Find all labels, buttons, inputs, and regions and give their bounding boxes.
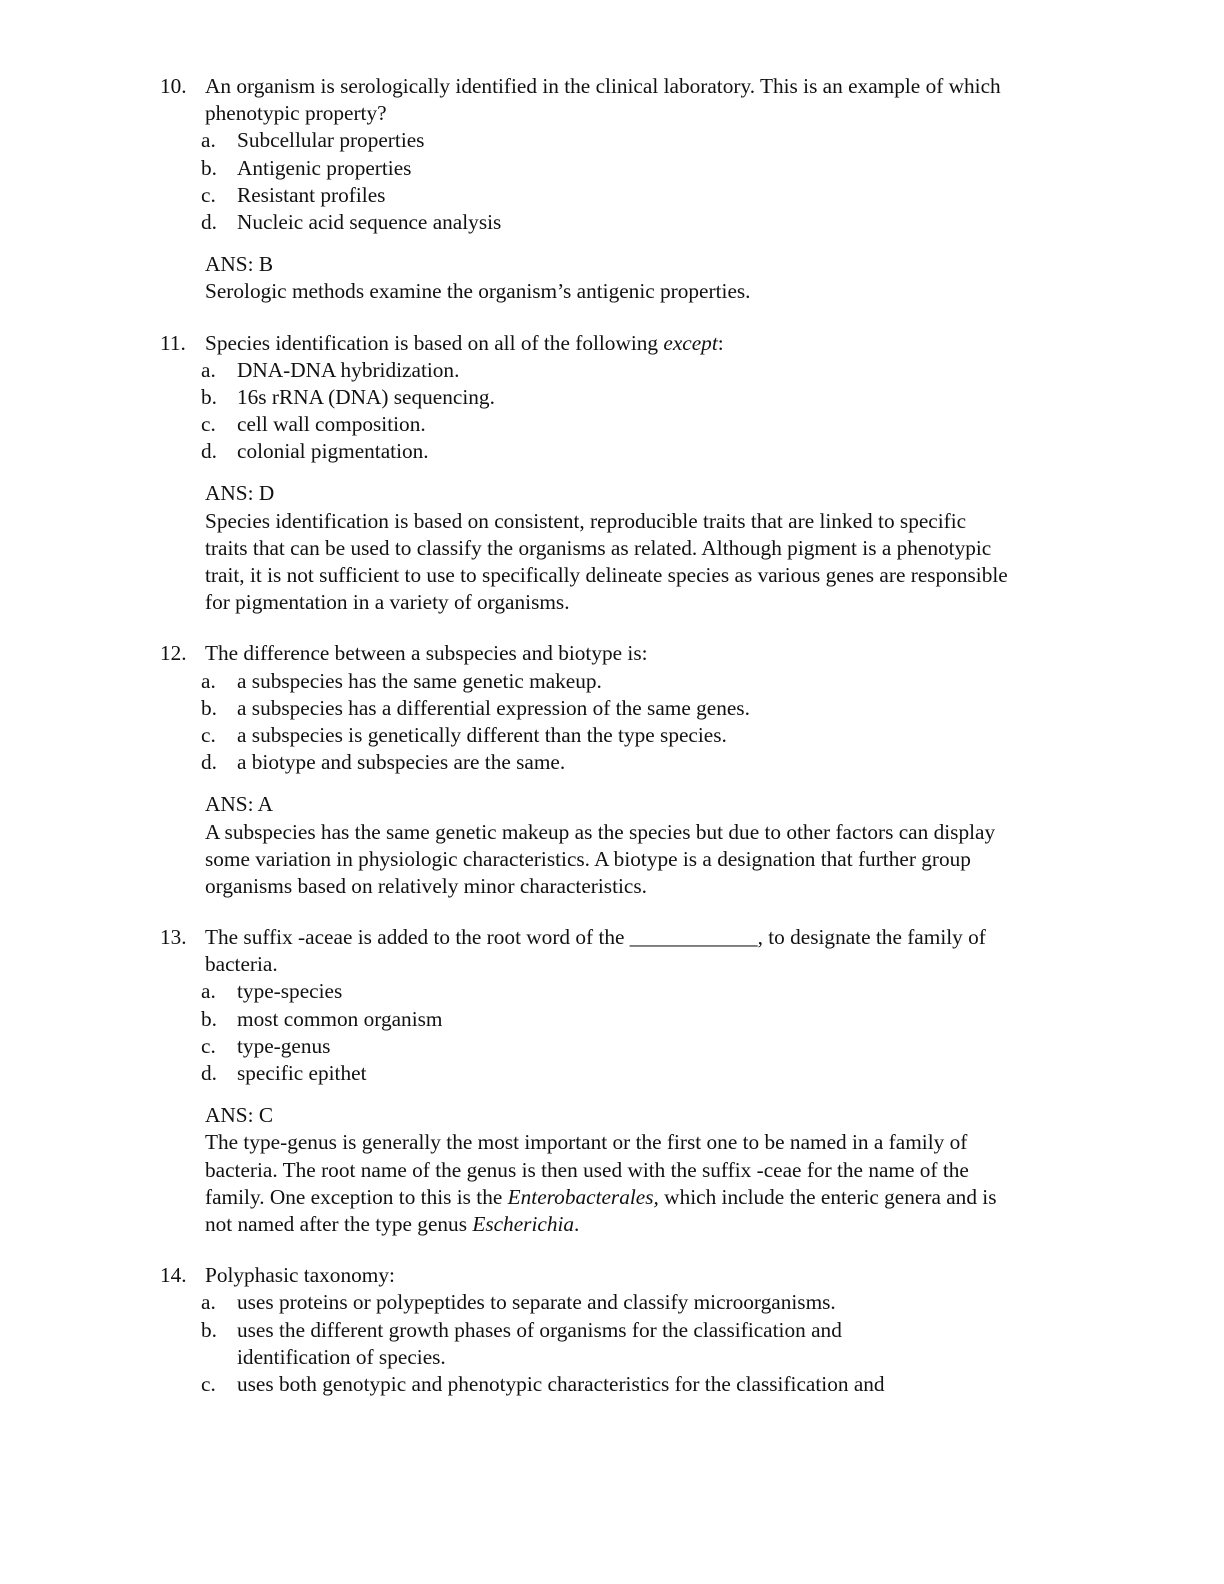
option-text <box>237 1344 446 1371</box>
question-stem-text <box>205 330 724 357</box>
option-text <box>237 182 385 209</box>
text-segment: traits that can be used to classify the organisms as related. Although pigment is a phenotypic <box>205 535 992 560</box>
text-segment: for pigmentation in a variety of organisms. <box>205 590 570 615</box>
answer-option <box>0 357 1224 384</box>
question-11 <box>0 330 1224 641</box>
text-segment: uses proteins or polypeptides to separate and classify microorganisms. <box>237 1290 836 1315</box>
text-segment: a biotype and subspecies are the same. <box>237 750 566 775</box>
answer-option <box>0 749 1224 776</box>
answer-label: ANS: A <box>205 792 274 817</box>
text-segment: which include the enteric genera and is <box>658 1184 997 1209</box>
explanation-text <box>205 1211 579 1238</box>
text-segment: trait, it is not sufficient to use to specifically delineate species as various genes are responsible <box>205 563 1008 587</box>
option-letter: a. <box>201 128 216 153</box>
explanation-line <box>0 1157 1224 1184</box>
explanation-line <box>0 819 1224 846</box>
option-text <box>237 411 426 438</box>
text-segment: Serologic methods examine the organism’s antigenic properties. <box>205 279 751 304</box>
question-stem-text <box>205 73 1001 100</box>
question-stem-line <box>0 924 1224 951</box>
option-text <box>237 695 750 722</box>
text-segment: The type-genus is generally the most important or the first one to be named in a family of <box>205 1130 968 1155</box>
text-segment: some variation in physiologic characteristics. A biotype is a designation that further group <box>205 846 971 871</box>
question-13 <box>0 924 1224 1262</box>
question-stem-text <box>205 951 278 978</box>
text-segment: a subspecies is genetically different than the type species. <box>237 722 727 747</box>
italic-text: Enterobacterales, <box>507 1184 659 1209</box>
option-text <box>237 1060 367 1087</box>
question-stem-text <box>205 924 986 951</box>
option-text <box>237 668 602 695</box>
option-text <box>237 1289 836 1316</box>
question-stem-line <box>0 100 1224 127</box>
text-segment: bacteria. <box>205 952 278 977</box>
explanation-line <box>0 562 1224 589</box>
answer-option <box>0 1371 1224 1398</box>
text-segment: family. One exception to this is the <box>205 1184 508 1209</box>
answer-option <box>0 978 1224 1005</box>
question-stem-text <box>205 640 648 667</box>
option-letter: c. <box>201 182 216 207</box>
text-segment: a subspecies has a differential expression of the same genes. <box>237 695 750 720</box>
explanation-text <box>205 873 647 900</box>
option-letter: b. <box>201 1317 217 1342</box>
question-number: 14. <box>160 1263 187 1288</box>
option-letter: b. <box>201 384 217 409</box>
spacer <box>0 616 1224 640</box>
text-segment: colonial pigmentation. <box>237 439 429 464</box>
question-number: 11. <box>160 330 186 355</box>
option-text <box>237 1371 885 1398</box>
question-number: 10. <box>160 74 187 98</box>
option-letter: c. <box>201 412 216 437</box>
spacer <box>0 1087 1224 1102</box>
explanation-line <box>0 535 1224 562</box>
question-stem-line <box>0 73 1224 100</box>
answer-key <box>0 791 1224 818</box>
answer-label: ANS: C <box>205 1103 274 1128</box>
question-number: 12. <box>160 641 187 666</box>
question-number: 13. <box>160 925 187 950</box>
answer-option <box>0 1060 1224 1087</box>
text-segment: Species identification is based on all of the following <box>205 330 664 355</box>
explanation-text <box>205 562 1008 589</box>
answer-label: ANS: D <box>205 481 275 506</box>
text-segment: Species identification is based on consistent, reproducible traits that are linked to specific <box>205 508 967 533</box>
explanation-line <box>0 873 1224 900</box>
question-stem-line <box>0 951 1224 978</box>
answer-option <box>0 411 1224 438</box>
text-segment: bacteria. The root name of the genus is then used with the suffix -ceae for the name of the <box>205 1157 969 1182</box>
explanation-text <box>205 278 751 305</box>
answer-option <box>0 668 1224 695</box>
spacer <box>0 776 1224 791</box>
explanation-text <box>205 589 570 616</box>
text-segment: The suffix -aceae is added to the root word of the ____________, to designate the family of <box>205 925 986 950</box>
option-text <box>237 1317 842 1344</box>
answer-key <box>0 480 1224 507</box>
text-segment: . <box>574 1211 580 1236</box>
option-letter: d. <box>201 1061 217 1085</box>
option-letter: d. <box>201 209 217 234</box>
option-text <box>237 384 495 411</box>
answer-option <box>0 438 1224 465</box>
answer-option <box>0 1033 1224 1060</box>
explanation-line <box>0 278 1224 305</box>
text-segment: An organism is serologically identified in the clinical laboratory. This is an example of which <box>205 74 1001 98</box>
answer-option <box>0 209 1224 236</box>
option-letter: c. <box>201 722 216 747</box>
spacer <box>0 465 1224 480</box>
explanation-text <box>205 1129 967 1156</box>
question-stem-line <box>0 1262 1224 1289</box>
option-text <box>237 209 501 236</box>
explanation-line <box>0 846 1224 873</box>
option-text <box>237 722 727 749</box>
text-segment: type-genus <box>237 1033 331 1058</box>
option-text <box>237 978 342 1005</box>
option-letter: b. <box>201 695 217 720</box>
option-text <box>237 1006 442 1033</box>
option-letter: a. <box>201 1290 216 1315</box>
answer-label: ANS: B <box>205 252 274 277</box>
explanation-text <box>205 1184 997 1211</box>
question-12 <box>0 640 1224 924</box>
text-segment: 16s rRNA (DNA) sequencing. <box>237 384 495 409</box>
option-text <box>237 1033 330 1060</box>
question-stem-text <box>205 100 387 127</box>
spacer <box>0 306 1224 330</box>
answer-option <box>0 722 1224 749</box>
text-segment: uses the different growth phases of organisms for the classification and <box>237 1317 842 1342</box>
explanation-line <box>0 1184 1224 1211</box>
text-segment: The difference between a subspecies and biotype is: <box>205 641 648 666</box>
text-segment: organisms based on relatively minor characteristics. <box>205 873 647 898</box>
option-text <box>237 357 459 384</box>
answer-option <box>0 182 1224 209</box>
option-letter: b. <box>201 155 217 180</box>
explanation-line <box>0 1129 1224 1156</box>
explanation-text <box>205 535 991 562</box>
explanation-line <box>0 589 1224 616</box>
answer-option <box>0 1344 1224 1371</box>
answer-option <box>0 384 1224 411</box>
explanation-text <box>205 508 966 535</box>
answer-option <box>0 695 1224 722</box>
text-segment: Antigenic properties <box>237 155 412 180</box>
option-text <box>237 438 429 465</box>
explanation-text <box>205 846 971 873</box>
answer-key <box>0 1102 1224 1129</box>
text-segment: most common organism <box>237 1006 443 1031</box>
spacer <box>0 1238 1224 1262</box>
explanation-text <box>205 1157 969 1184</box>
text-segment: Polyphasic taxonomy: <box>205 1263 395 1288</box>
answer-key <box>0 251 1224 278</box>
text-segment: Resistant profiles <box>237 182 386 207</box>
text-segment: DNA-DNA hybridization. <box>237 357 460 382</box>
explanation-text <box>205 819 995 846</box>
answer-option <box>0 155 1224 182</box>
option-letter: b. <box>201 1006 217 1031</box>
question-stem-text <box>205 1262 395 1289</box>
explanation-line <box>0 1211 1224 1238</box>
text-segment: identification of species. <box>237 1344 446 1369</box>
question-stem-line <box>0 640 1224 667</box>
option-letter: a. <box>201 979 216 1004</box>
text-segment: specific epithet <box>237 1061 367 1085</box>
question-14 <box>0 1262 1224 1398</box>
text-segment: a subspecies has the same genetic makeup. <box>237 668 602 693</box>
option-text <box>237 749 565 776</box>
option-letter: a. <box>201 668 216 693</box>
question-10 <box>0 73 1224 330</box>
text-segment: not named after the type genus <box>205 1211 473 1236</box>
answer-option <box>0 1006 1224 1033</box>
option-letter: a. <box>201 357 216 382</box>
option-text <box>237 155 411 182</box>
text-segment: : <box>717 330 724 355</box>
option-letter: c. <box>201 1371 216 1396</box>
text-segment: cell wall composition. <box>237 412 426 437</box>
text-segment: phenotypic property? <box>205 101 387 126</box>
italic-text: except <box>663 330 718 355</box>
text-segment: A subspecies has the same genetic makeup as the species but due to other factors can display <box>205 819 996 844</box>
question-stem-line <box>0 330 1224 357</box>
explanation-line <box>0 508 1224 535</box>
option-letter: d. <box>201 439 217 464</box>
option-text <box>237 127 424 154</box>
italic-text: Escherichia <box>472 1211 575 1236</box>
document-page <box>0 73 1224 1398</box>
option-letter: d. <box>201 750 217 775</box>
option-letter: c. <box>201 1033 216 1058</box>
text-segment: Subcellular properties <box>237 128 425 153</box>
text-segment: uses both genotypic and phenotypic characteristics for the classification and <box>237 1371 885 1396</box>
text-segment: type-species <box>237 979 343 1004</box>
spacer <box>0 236 1224 251</box>
spacer <box>0 900 1224 924</box>
text-segment: Nucleic acid sequence analysis <box>237 209 502 234</box>
answer-option <box>0 1317 1224 1344</box>
answer-option <box>0 127 1224 154</box>
answer-option <box>0 1289 1224 1316</box>
